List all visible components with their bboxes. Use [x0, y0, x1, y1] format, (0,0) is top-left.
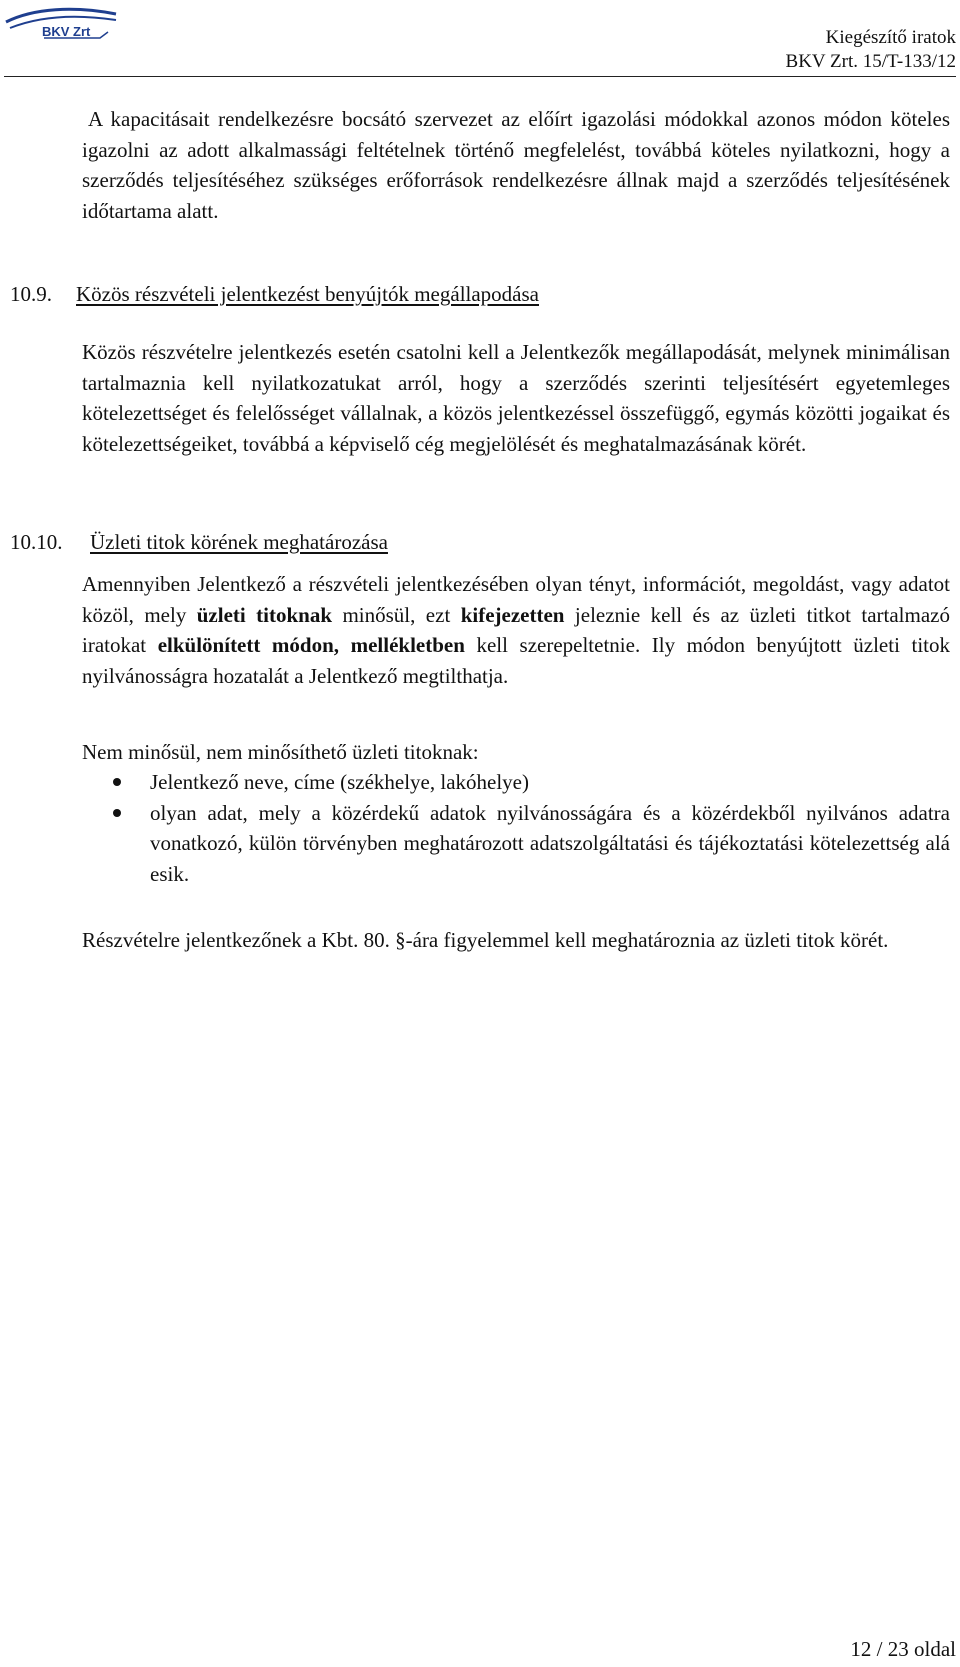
section-heading-10-10: [2, 527, 388, 557]
list-item: [72, 798, 950, 890]
intro-text: A kapacitásait rendelkezésre bocsátó szervezet az előírt igazolási módokkal azonos módon köteles igazolni az adott alkalmassági feltételnek történő megfelelést, továbbá köteles nyilatkozni, hogy a szerződés teljesítéséhez szükséges erőforrások rendelkezésre állnak majd a szerződés teljesítésének időtartama alatt.: [82, 107, 950, 223]
text-run: Amennyiben Jelentkező a részvételi jelentkezésében olyan tényt, információt, megoldást, vagy adatot közöl, mely: [82, 572, 950, 627]
section-10-10-paragraph: [82, 569, 950, 691]
bold-run: üzleti titoknak: [196, 602, 333, 627]
closing-paragraph: [82, 925, 950, 956]
text-run: kell szerepeltetnie. Ily módon benyújtott üzleti titok nyilvánosságra hozatalát a Jelentkező megtilthatja.: [82, 633, 950, 688]
list-item-text: Jelentkező neve, címe (székhelye, lakóhelye): [150, 770, 529, 794]
section-heading-10-9: [2, 279, 539, 309]
page-header: [0, 0, 960, 78]
header-subtitle: BKV Zrt. 15/T-133/12: [785, 51, 956, 72]
header-title: Kiegészítő iratok: [825, 27, 956, 48]
bullet-icon: [113, 778, 121, 786]
page-number: 12 / 23 oldal: [850, 1637, 956, 1661]
section-title: Üzleti titok körének meghatározása: [90, 530, 388, 554]
bullet-icon: [113, 809, 121, 817]
exception-list: [72, 767, 950, 889]
section-number: 10.9.: [10, 282, 52, 306]
intro-paragraph: [82, 104, 950, 226]
list-item-text: olyan adat, mely a közérdekű adatok nyilvánosságára és a közérdekből nyilvános adatra vonatkozó, külön törvényben meghatározott adatszolgáltatási és tájékoztatási kötelezettség alá esik.: [150, 800, 950, 886]
list-intro: [82, 737, 950, 768]
section-title: Közös részvételi jelentkezést benyújtók megállapodása: [76, 282, 539, 306]
text-run: jeleznie kell és az üzleti titkot tartalmazó iratokat: [82, 602, 950, 657]
header-divider: [4, 76, 956, 77]
closing-text: Részvételre jelentkezőnek a Kbt. 80. §-ára figyelemmel kell meghatároznia az üzleti titok körét.: [82, 928, 889, 952]
text-run: minősül, ezt: [332, 602, 461, 627]
logo-text: BKV Zrt: [42, 24, 91, 39]
list-item: [72, 767, 950, 798]
list-intro-text: Nem minősül, nem minősíthető üzleti titoknak:: [82, 740, 479, 764]
bold-run: kifejezetten: [460, 602, 565, 627]
bkv-logo: [4, 4, 120, 44]
bold-run: elkülönített módon, mellékletben: [157, 633, 465, 657]
trade-secret-text: [82, 569, 950, 691]
section-10-9-body: [82, 337, 950, 459]
section-number: 10.10.: [10, 530, 63, 554]
section-10-9-text: Közös részvételre jelentkezés esetén csatolni kell a Jelentkezők megállapodását, melynek minimálisan tartalmaznia kell nyilatkozatukat arról, hogy a szerződés szerinti teljesítésért egyetemleges kötelezettséget és felelősséget vállalnak, a közös jelentkezéssel összefüggő, egymás közötti jogaikat és kötelezettségeiket, továbbá a képviselő cég megjelölését és meghatalmazásának körét.: [82, 340, 950, 456]
header-info: [786, 26, 956, 74]
